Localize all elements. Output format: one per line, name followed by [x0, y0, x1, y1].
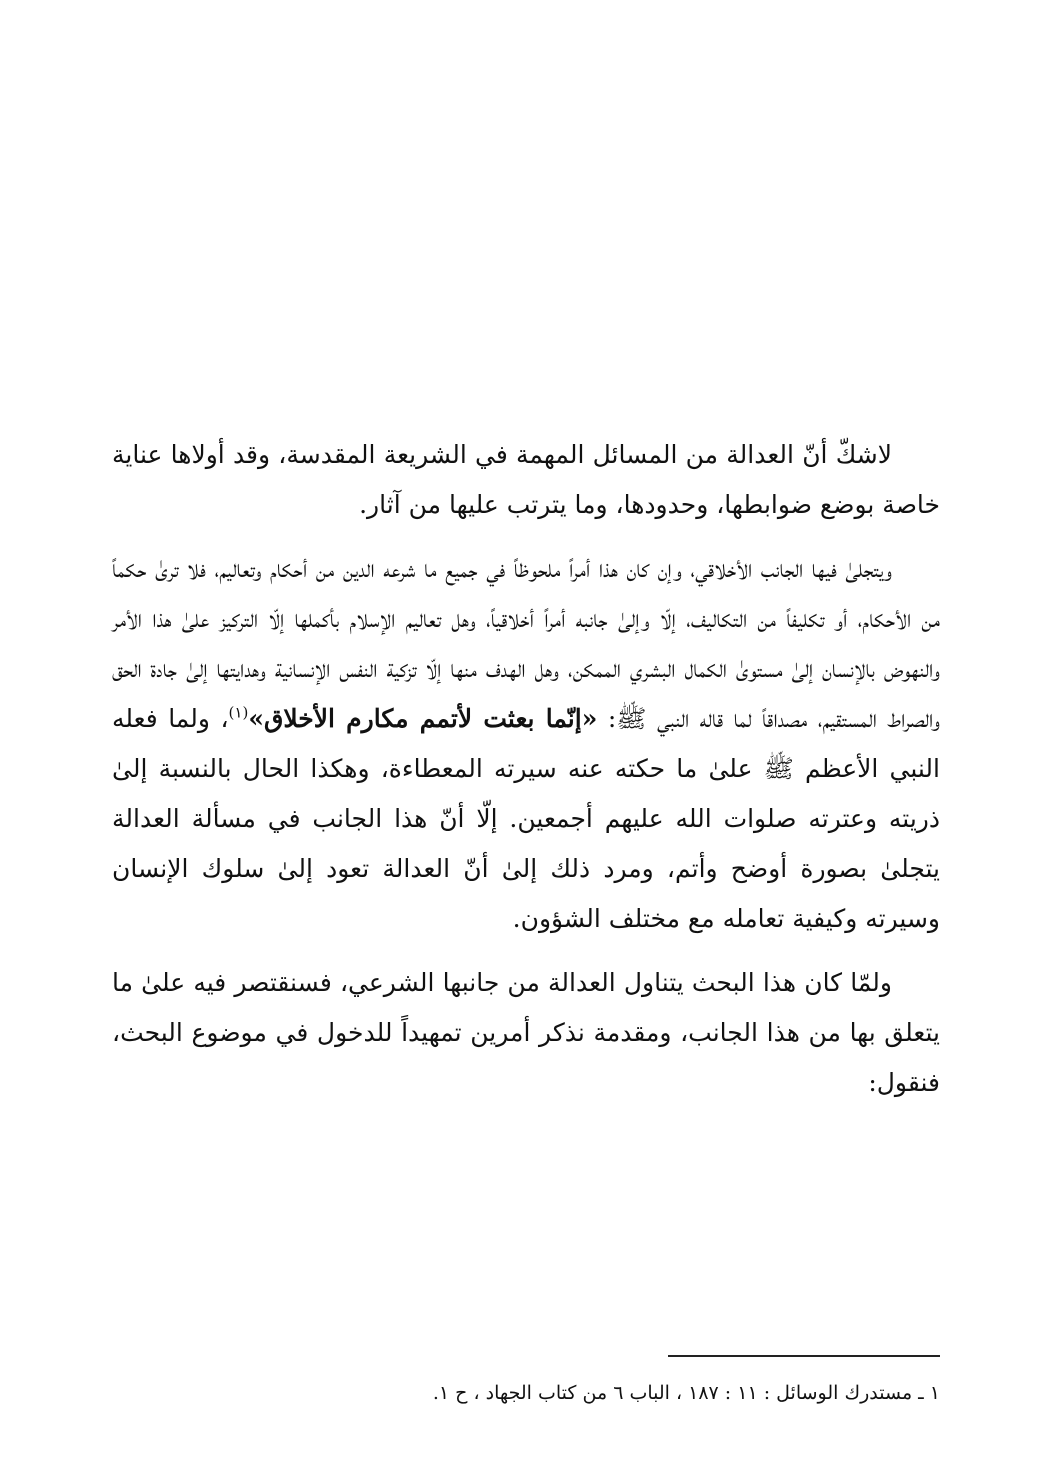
paragraph-1-text: لاشكّ أنّ العدالة من المسائل المهمة في الشريعة المقدسة، وقد أولاها عناية خاصة بوضع ضوابطها، وحدودها، وما يترتب عليها من آثار.	[112, 440, 940, 519]
paragraph-2	[112, 544, 940, 944]
footnote-divider	[668, 1355, 940, 1357]
footnote	[112, 1378, 940, 1408]
paragraph-3	[112, 958, 940, 1108]
paragraph-2-text-after: ، ولما فعله النبي الأعظم ﷺ علىٰ ما حكته عنه سيرته المعطاءة، وهكذا الحال بالنسبة إلىٰ ذريته وعترته صلوات الله عليهم أجمعين. إلّا أنّ هذا الجانب في مسألة العدالة يتجلىٰ بصورة أوضح وأتم، ومرد ذلك إلىٰ أنّ العدالة تعود إلىٰ سلوك الإنسان وسيرته وكيفية تعامله مع مختلف الشؤون.	[112, 704, 940, 933]
footnote-text: ١ ـ مستدرك الوسائل : ١١ : ١٨٧ ، الباب ٦ من كتاب الجهاد ، ح ١.	[432, 1382, 940, 1404]
paragraph-2-text-before: ويتجلىٰ فيها الجانب الأخلاقي، وإن كان هذا أمراً ملحوظاً في جميع ما شرعه الدين من أحكام وتعاليم، فلا ترىٰ حكماً من الأحكام، أو تكليفاً من التكاليف، إلّا وإلىٰ جانبه أمراً أخلاقياً، وهل تعاليم الإسلام بأكملها إلّا التركيز علىٰ هذا الأمر والنهوض بالإنسان إلىٰ مستوىٰ الكمال البشري الممكن، وهل الهدف منها إلّا تزكية النفس الإنسانية وهدايتها إلىٰ جادة الحق والصراط المستقيم، مصداقاً لما قاله النبي ﷺ:	[112, 554, 940, 733]
paragraph-3-text: ولمّا كان هذا البحث يتناول العدالة من جانبها الشرعي، فسنقتصر فيه علىٰ ما يتعلق بها من هذا الجانب، ومقدمة نذكر أمرين تمهيداً للدخول في موضوع البحث، فنقول:	[112, 968, 940, 1097]
footnote-reference-mark[interactable]: (١)	[228, 703, 249, 722]
paragraph-1	[112, 430, 940, 530]
hadith-quote: «إنّما بعثت لأتمم مكارم الأخلاق»	[248, 704, 598, 733]
body-text	[112, 430, 940, 1122]
